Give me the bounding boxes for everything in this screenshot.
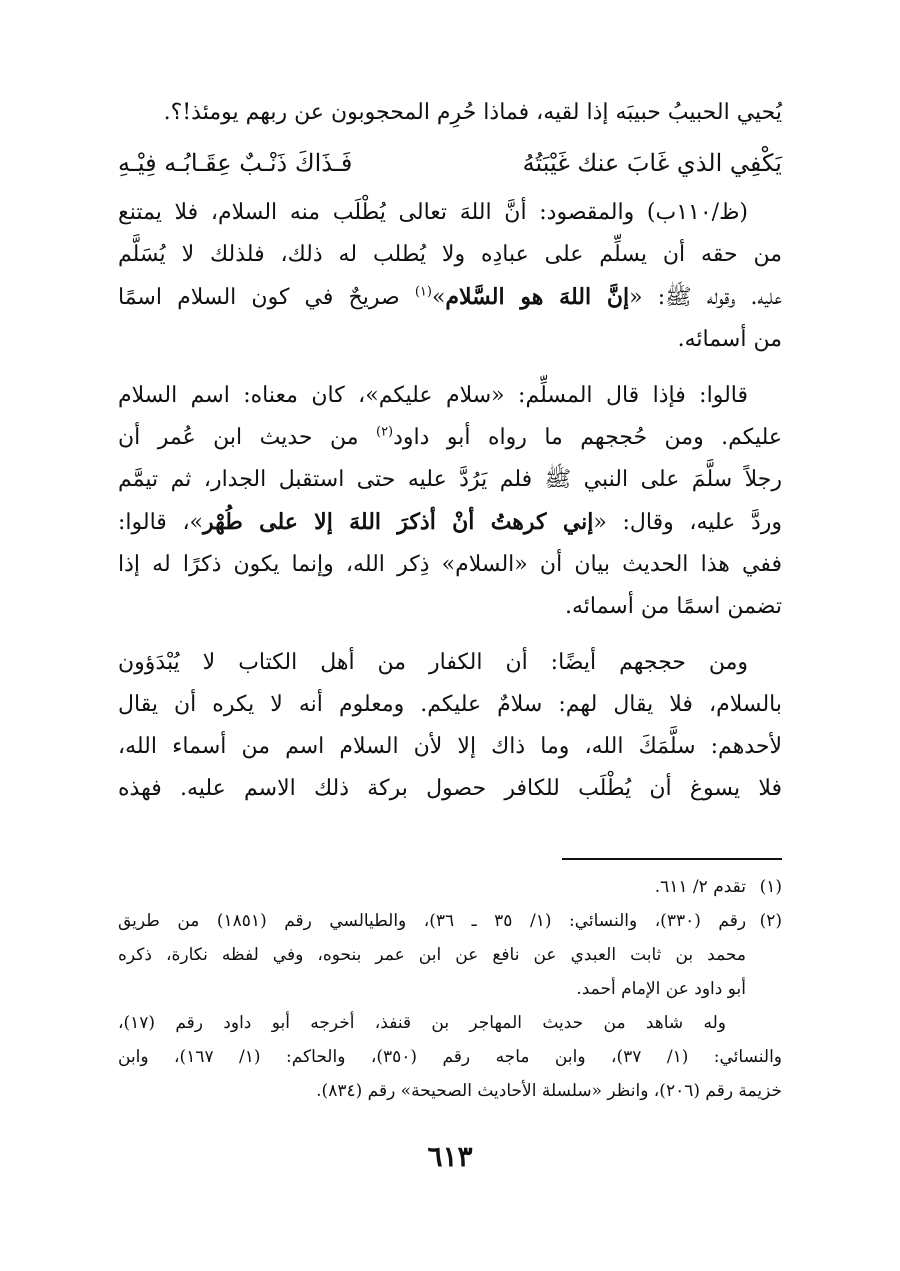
verse-first-hemistich: يَكْفِي الذي غَابَ عنك غَيْبَتُهُ xyxy=(522,149,782,177)
text-line: رجلاً سلَّمَ على النبي ﷺ فلم يَرُدَّ عليه حتى استقبل الجدار، ثم تيمَّم xyxy=(118,467,782,492)
footnote-number: (٢) xyxy=(759,911,783,931)
text-segment: وردَّ عليه، وقال: « xyxy=(593,510,783,535)
footnote-text: خزيمة رقم (٢٠٦)، وانظر «سلسلة الأحاديث الصحيحة» رقم (٨٣٤). xyxy=(316,1081,782,1101)
text-segment: من حديث ابن عُمر أن xyxy=(118,425,376,450)
text-line: يُحيي الحبيبُ حبيبَه إذا لقيه، فماذا حُرِم المحجوبون عن ربهم يومئذ!؟. xyxy=(163,100,782,125)
text-line: (ظ/١١٠ب) والمقصود: أنَّ اللهَ تعالى يُطْلَب منه السلام، فلا يمتنع xyxy=(118,200,748,225)
footnote-2 xyxy=(118,904,782,938)
text-line xyxy=(118,276,782,319)
text-segment: عليكم. ومن حُججهم ما رواه أبو داود xyxy=(393,425,782,450)
text-line: تضمن اسمًا من أسمائه. xyxy=(564,594,782,619)
footnote-text: محمد بن ثابت العبدي عن نافع عن ابن عمر بنحوه، وفي لفظه نكارة، ذكره xyxy=(118,945,746,965)
text-line: ففي هذا الحديث بيان أن «السلام» ذِكر الله، وإنما يكون ذكرًا له إذا xyxy=(118,552,782,577)
footnote-number: (١) xyxy=(759,877,782,897)
verse-second-hemistich: فَـذَاكَ ذَنْـبٌ عِقَـابُـه فِيْـهِ xyxy=(118,149,353,177)
poetry-verse xyxy=(118,134,782,192)
footnote-text: وله شاهد من حديث المهاجر بن قنفذ، أخرجه أبو داود رقم (١٧)، xyxy=(118,1013,726,1033)
text-line: قالوا: فإذا قال المسلِّم: «سلام عليكم»، كان معناه: اسم السلام xyxy=(118,383,748,408)
text-line xyxy=(118,417,782,459)
text-segment: عليه. وقوله ﷺ: « xyxy=(629,285,782,310)
footnote-ref: (١) xyxy=(414,284,432,300)
text-line: لأحدهم: سلَّمَكَ الله، وما ذاك إلا لأن السلام اسم من أسماء الله، xyxy=(118,734,782,759)
text-line: من حقه أن يسلِّم على عبادِه ولا يُطلب له ذلك، فلذلك لا يُسَلَّم xyxy=(118,242,782,267)
text-line: من أسمائه. xyxy=(677,327,782,352)
text-line: بالسلام، فلا يقال لهم: سلامٌ عليكم. ومعلوم أنه لا يكره أن يقال xyxy=(118,692,783,717)
text-segment: صريحٌ في كون السلام اسمًا xyxy=(118,285,415,310)
footnote-text: رقم (٣٣٠)، والنسائي: (١/ ٣٥ ـ ٣٦)، والطيالسي رقم (١٨٥١) من طريق xyxy=(118,911,747,931)
footnote-text: تقدم ٢/ ٦١١. xyxy=(654,877,746,897)
footnote-ref: (٢) xyxy=(375,424,394,440)
footnotes xyxy=(118,870,782,1108)
text-line: فلا يسوغ أن يُطْلَب للكافر حصول بركة ذلك الاسم عليه. فهذه xyxy=(118,776,782,801)
footnote-separator xyxy=(562,858,782,860)
footnote-1 xyxy=(118,870,782,904)
text-line xyxy=(118,501,782,544)
text-segment: » xyxy=(431,285,446,310)
hadith-quote: إني كرهتُ أنْ أذكرَ اللهَ إلا على طُهْر xyxy=(203,509,594,535)
text-line: ومن حججهم أيضًا: أن الكفار من أهل الكتاب لا يُبْدَؤون xyxy=(118,650,748,675)
footnote-text: والنسائي: (١/ ٣٧)، وابن ماجه رقم (٣٥٠)، والحاكم: (١/ ١٦٧)، وابن xyxy=(118,1047,783,1067)
hadith-quote: إنَّ اللهَ هو السَّلام xyxy=(445,284,630,310)
footnote-text: أبو داود عن الإمام أحمد. xyxy=(576,979,746,999)
text-segment: »، قالوا: xyxy=(118,510,204,535)
page-number: ٦١٣ xyxy=(427,1140,473,1173)
main-text xyxy=(118,92,782,810)
